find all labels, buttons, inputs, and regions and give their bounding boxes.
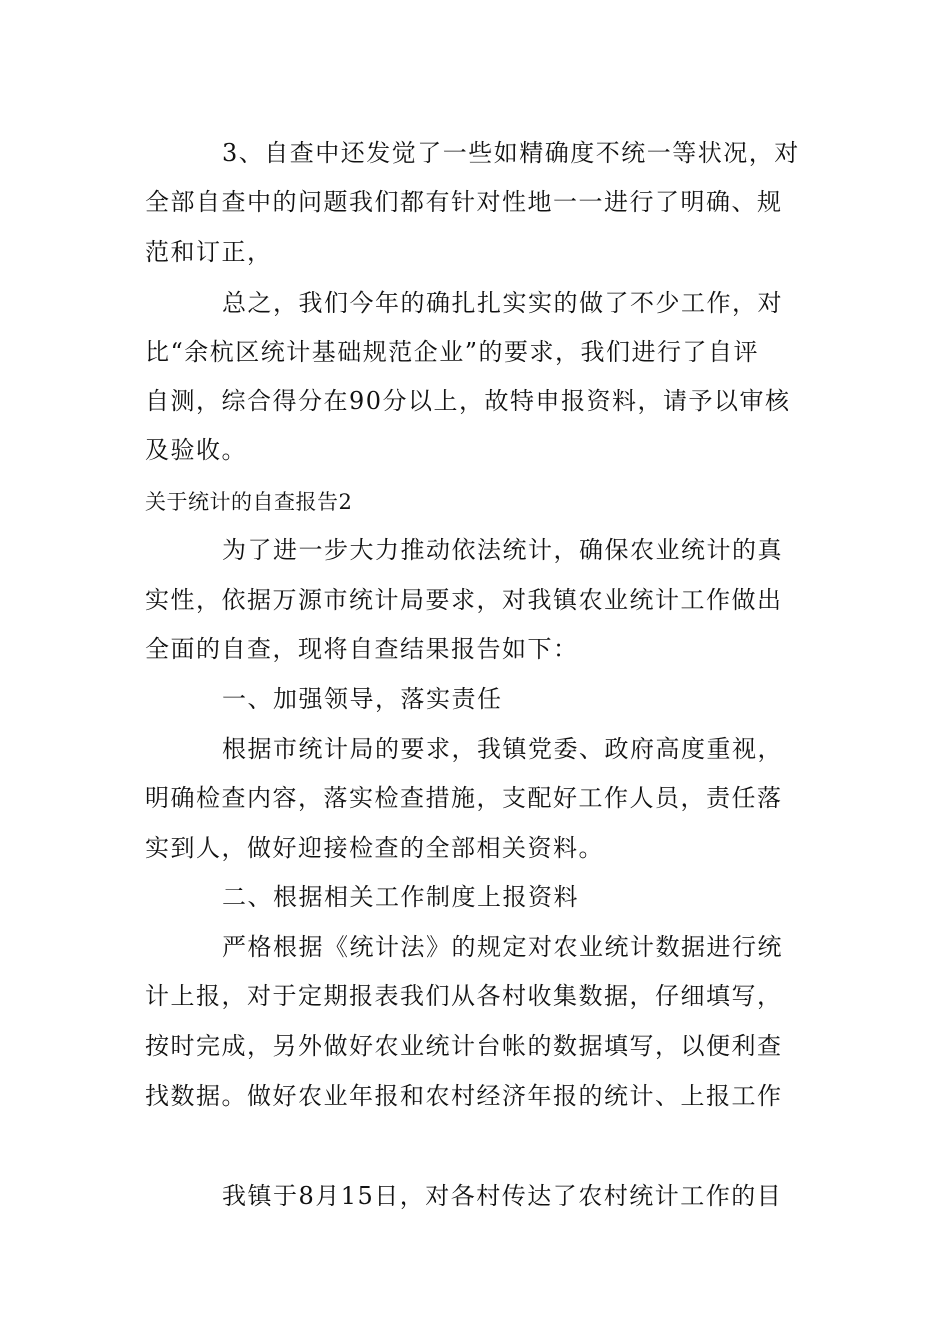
subsection-heading: 一、加强领导，落实责任: [222, 685, 503, 713]
paragraph-line: 3、自查中还发觉了一些如精确度不统一等状况，对: [222, 139, 800, 167]
paragraph-line: 我镇于8月15日，对各村传达了农村统计工作的目: [222, 1182, 783, 1210]
paragraph-line: 全部自查中的问题我们都有针对性地一一进行了明确、规: [145, 188, 783, 216]
paragraph-line: 全面的自查，现将自查结果报告如下：: [145, 635, 579, 663]
paragraph-line: 及验收。: [145, 436, 247, 464]
section-heading: 关于统计的自查报告2: [145, 490, 353, 514]
paragraph-line: 明确检查内容，落实检查措施，支配好工作人员，责任落: [145, 784, 783, 812]
paragraph-line: 总之，我们今年的确扎扎实实的做了不少工作，对: [222, 289, 783, 317]
paragraph-line: 实性，依据万源市统计局要求，对我镇农业统计工作做出: [145, 586, 783, 614]
paragraph-line: 根据市统计局的要求，我镇党委、政府高度重视，: [222, 735, 783, 763]
paragraph-line: 为了进一步大力推动依法统计，确保农业统计的真: [222, 536, 783, 564]
subsection-heading: 二、根据相关工作制度上报资料: [222, 883, 579, 911]
paragraph-line: 比“余杭区统计基础规范企业”的要求，我们进行了自评: [145, 338, 760, 366]
paragraph-line: 实到人，做好迎接检查的全部相关资料。: [145, 834, 604, 862]
paragraph-line: 严格根据《统计法》的规定对农业统计数据进行统: [222, 933, 783, 961]
paragraph-line: 自测，综合得分在90分以上，故特申报资料，请予以审核: [145, 387, 791, 415]
paragraph-line: 范和订正，: [145, 238, 273, 266]
paragraph-line: 找数据。做好农业年报和农村经济年报的统计、上报工作: [145, 1082, 783, 1110]
paragraph-line: 按时完成，另外做好农业统计台帐的数据填写，以便利查: [145, 1032, 783, 1060]
paragraph-line: 计上报，对于定期报表我们从各村收集数据，仔细填写，: [145, 982, 783, 1010]
